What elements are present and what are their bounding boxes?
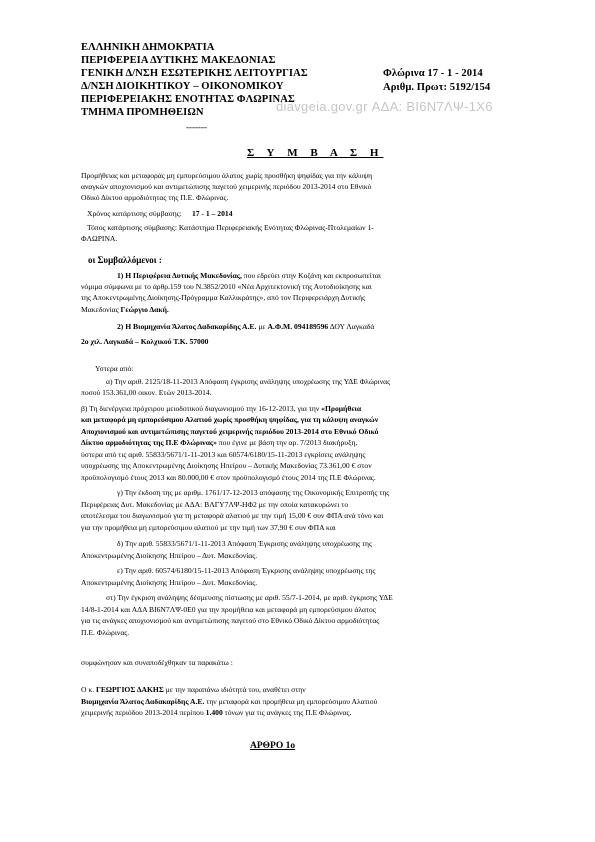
contract-place-line-1: Τόπος κατάρτισης σύμβασης: Κατάστημα Περιφερειακής Ενότητας Φλώρινας-Πτολεμαίων 1-	[87, 223, 374, 232]
party-1-desc: που εδρεύει στην Κοζάνη και εκπροσωπείται	[243, 271, 381, 280]
recital-b-line-4: που έγινε με βάση την αρ. 7/2013 διακήρυξη,	[218, 438, 358, 447]
recital-b-line-7: προϋπολογισμό έτους 2013 και 80.000,00 € στον προϋπολογισμό έτους 2014 της Π.Ε Φλώρινας.	[81, 473, 376, 482]
assignment-line-3-end: τόνων για τις ανάγκες της Π.Ε Φλώρινας.	[224, 708, 352, 717]
assignment-quantity: 1.400	[205, 708, 223, 717]
agreement-line: συμφώνησαν και συναποδέχθηκαν τα παρακάτω :	[81, 658, 233, 667]
header-line-6: ΤΜΗΜΑ ΠΡΟΜΗΘΕΙΩΝ	[81, 107, 204, 118]
place-date: Φλώρινα 17 - 1 - 2014	[383, 68, 483, 79]
contract-date-value: 17 - 1 – 2014	[192, 209, 233, 218]
recital-f-line-1: στ) Την έγκριση ανάληψης δέσμευσης πίστωσης με αριθ. 55/7-1-2014, με αριθ. έγκρισης ΥΔΕ	[106, 593, 393, 602]
header-separator: -------	[186, 122, 207, 132]
recital-d-line-2: Αποκεντρωμένης Διοίκησης Ηπείρου – Δυτ. Μακεδονίας.	[81, 551, 258, 560]
header-line-3: ΓΕΝΙΚΗ Δ/ΝΣΗ ΕΣΩΤΕΡΙΚΗΣ ΛΕΙΤΟΥΡΓΙΑΣ	[81, 68, 308, 79]
party-1-line-3: της Αποκεντρωμένης Διοίκησης-Πρόγραμμα Καλλικράτης», από τον Περιφερειάρχη Δυτικής	[81, 293, 366, 302]
recital-f-line-4: Π.Ε. Φλώρινας.	[81, 628, 130, 637]
recital-a-line-1: α) Την αριθ. 2125/18-11-2013 Απόφαση έγκρισης ανάληψης υποχρέωσης της ΥΔΕ Φλώρινας	[106, 377, 391, 386]
recital-c-line-2: Περιφέρειας Δυτ. Μακεδονίας με ΑΔΑ: ΒΛΓΥ7ΛΨ-ΗΦ2 με την οποία κατακυρώνει το	[81, 500, 349, 509]
assignment-line-2: την μεταφορά και προμήθεια μη εμπορεύσιμου Αλατιού	[206, 697, 378, 706]
recital-b-line-4-bold: Δίκτυο αρμοδιότητας της Π.Ε Φλώρινας»	[81, 438, 217, 447]
document-title: Σ Υ Μ Β Α Σ Η	[247, 147, 384, 159]
watermark: diavgeia.gov.gr ΑΔΑ: ΒΙ6Ν7ΛΨ-1Χ6	[276, 99, 493, 114]
party-2-name: 2) Η Βιομηχανία Άλατος Δαδακαρίδης Α.Ε.	[117, 322, 257, 331]
recital-b-line-6: υποχρέωσης της Αποκεντρωμένης Διοίκησης Ηπείρου – Δυτικής Μακεδονίας 73.361,00 € στον	[81, 461, 372, 470]
intro-line-2: αναγκών αποχιονισμού και αντιμετώπισης παγετού χειμερινής περιόδου 2013-2014 στο Εθνικό	[81, 182, 372, 191]
party-2-with: με	[258, 322, 266, 331]
recital-e-line-2: Αποκεντρωμένης Διοίκησης Ηπείρου – Δυτ. Μακεδονίας.	[81, 578, 258, 587]
assignment-mr: Ο κ.	[81, 685, 95, 694]
party-1-line-2: νόμιμα σύμφωνα με το άρθρ.159 του Ν.3852/2010 «Νέα Αρχιτεκτονική της Αυτοδιοίκησης και	[81, 282, 372, 291]
recital-e-line-1: ε) Την αριθ. 60574/6180/15-11-2013 Απόφαση Έγκρισης ανάληψης υποχρέωσης της	[117, 566, 376, 575]
having-regard: Υστερα από:	[95, 364, 134, 373]
recital-c-line-1: γ) Την έκδοση της με αριθμ. 1761/17-12-2013 απόφασης της Οικονομικής Επιτροπής της	[117, 488, 390, 497]
intro-line-1: Προμήθειας και μεταφοράς μη εμπορεύσιμου άλατος χωρίς προσθήκη ψηφίδας για την κάλυψη	[81, 171, 373, 180]
recital-b-line-2: και μεταφορά μη εμπορεύσιμου Αλατιού χωρίς προσθήκη ψηφίδας, για τη κάλυψη αναγκών	[81, 415, 379, 424]
header-line-2: ΠΕΡΙΦΕΡΕΙΑ ΔΥΤΙΚΗΣ ΜΑΚΕΔΟΝΙΑΣ	[81, 55, 276, 66]
assignment-line-3: χειμερινής περιόδου 2013-2014 περίπου	[81, 708, 204, 717]
intro-line-3: Οδικό Δίκτυο αρμοδιότητας της Π.Ε. Φλώρινας.	[81, 193, 229, 202]
recital-b-line-5: ύστερα από τις αριθ. 55833/5671/1-11-2013 και 60574/6180/15-11-2013 εγκρίσεις ανάληψης	[81, 450, 366, 459]
recital-b-procurement: «Προμήθεια	[321, 404, 362, 413]
header-line-1: ΕΛΛΗΝΙΚΗ ΔΗΜΟΚΡΑΤΙΑ	[81, 42, 215, 53]
recital-f-line-3: για τις ανάγκες αποχιονισμού και αντιμετώπισης παγετού στο Εθνικό Οδικό Δίκτυο αρμοδιότητας	[81, 616, 380, 625]
protocol-number: Αριθμ. Πρωτ: 5192/154	[383, 82, 491, 93]
header-line-4: Δ/ΝΣΗ ΔΙΟΙΚΗΤΙΚΟΥ – ΟΙΚΟΝΟΜΙΚΟΥ	[81, 81, 284, 92]
party-1-representative: Γεώργιο Δακή.	[120, 305, 169, 314]
recital-c-line-3: αποτέλεσμα του διαγωνισμού για τη μεταφορά αλατιού με την τιμή 15,00 € συν ΦΠΑ ανά τόνο και	[81, 511, 384, 520]
assignment-line-1: με την παραπάνω ιδιότητά του, αναθέτει στην	[165, 685, 306, 694]
contract-date-label: Χρόνος κατάρτισης σύμβασης:	[87, 209, 182, 218]
contract-place-line-2: ΦΛΩΡΙΝΑ.	[81, 234, 118, 243]
party-2-address: 2ο χιλ. Λαγκαδά – Κολχικού Τ.Κ. 57000	[81, 337, 209, 346]
article-1-heading: ΑΡΘΡΟ 1ο	[250, 741, 296, 751]
party-2-doy: ΔΟΥ Λαγκαδά	[329, 322, 375, 331]
recital-f-line-2: 14/8-1-2014 και ΑΔΑ ΒΙ6Ν7ΛΨ-0Ε0 για την προμήθεια και μεταφορά μη εμπορεύσιμου άλατος	[81, 605, 376, 614]
recital-c-line-4: για την προμήθεια μη εμπορεύσιμου αλατιού με την τιμή των 37,90 € συν ΦΠΑ και	[81, 523, 336, 532]
recital-b-line-3: Αποχιονισμού και αντιμετώπισης παγετού χειμερινής περιόδου 2013-2014 στο Εθνικό Οδικό	[81, 427, 379, 436]
recital-a-line-2: ποσού 153.361,00 οικον. Ετών 2013-2014.	[81, 388, 212, 397]
party-1-line-4: Μακεδονίας	[81, 305, 119, 314]
header-line-5: ΠΕΡΙΦΕΡΕΙΑΚΗΣ ΕΝΟΤΗΤΑΣ ΦΛΩΡΙΝΑΣ	[81, 94, 295, 105]
assignment-name: ΓΕΩΡΓΙΟΣ ΔΑΚΗΣ	[96, 685, 164, 694]
recital-b-line-1: β) Τη διενέργεια πρόχειρου μειοδοτικού διαγωνισμού την 16-12-2013, για την	[81, 404, 320, 413]
party-1-name: 1) Η Περιφέρεια Δυτικής Μακεδονίας,	[117, 271, 242, 280]
recital-d-line-1: δ) Την αριθ. 55833/5671/1-11-2013 Απόφαση Έγκρισης ανάληψης υποχρέωσης της	[117, 539, 373, 548]
party-2-afm: Α.Φ.Μ. 094189596	[267, 322, 329, 331]
parties-heading: οι Συμβαλλόμενοι :	[88, 255, 162, 265]
assignment-company: Βιομηχανία Άλατος Δαδακαρίδης Α.Ε.	[81, 697, 205, 706]
